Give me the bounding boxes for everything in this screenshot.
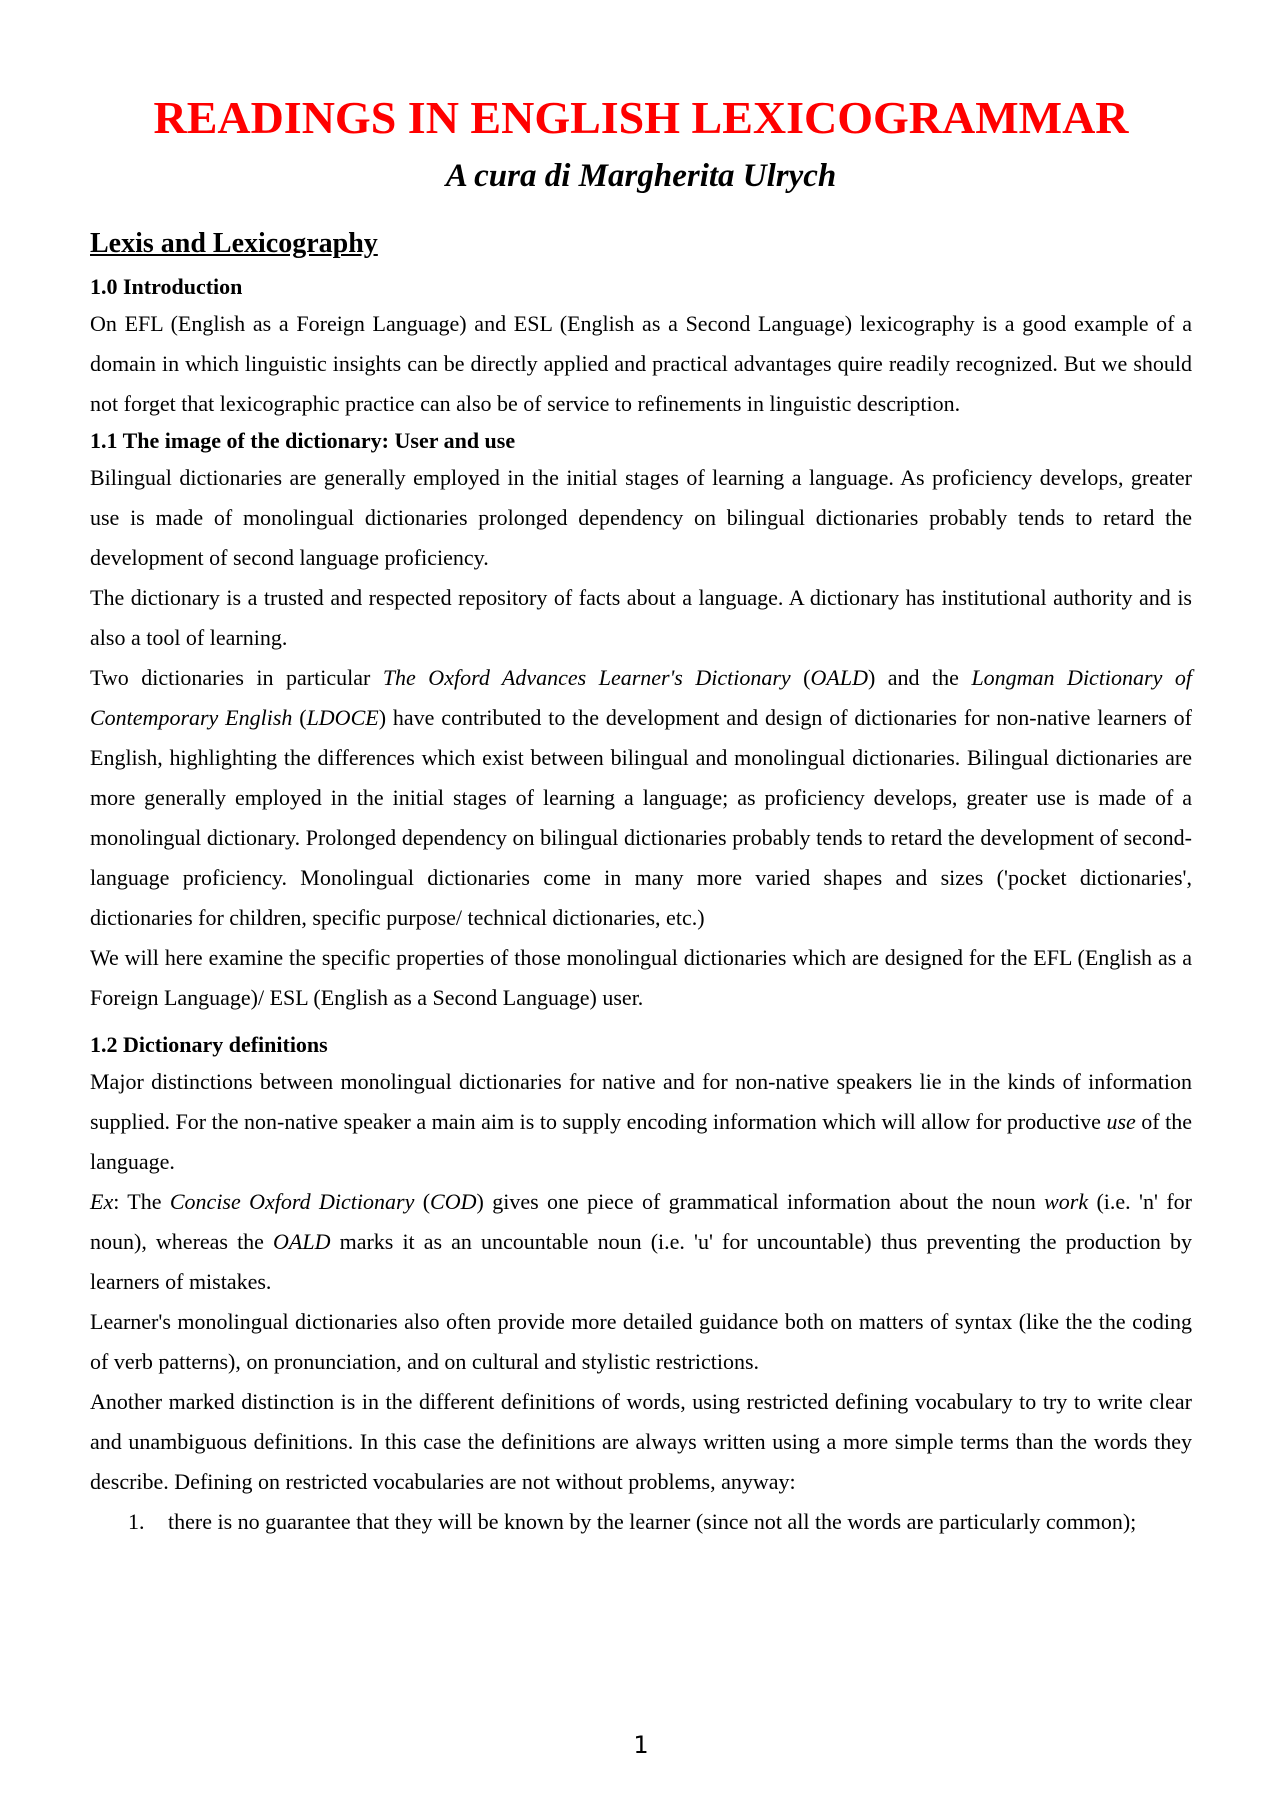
paragraph-learner-guidance: Learner's monolingual dictionaries also often provide more detailed guidance both on matters of syntax (like the the coding of verb patterns), on pronunciation, and on cultural and stylistic restrictions. (90, 1309, 1192, 1374)
cod-abbreviation: COD (430, 1189, 477, 1214)
list-item-number: 1. (128, 1509, 145, 1534)
emphasis-work: work (1044, 1189, 1089, 1214)
text-run: of the language. (90, 1109, 1193, 1174)
text-run: (i.e. 'n' for noun), whereas the (90, 1189, 1193, 1254)
document-subtitle: A cura di Margherita Ulrych (445, 158, 837, 194)
ldoce-title: Longman Dictionary of Contemporary English (90, 665, 1192, 730)
text-run: ( (790, 665, 811, 690)
paragraph-introduction: On EFL (English as a Foreign Language) and ESL (English as a Second Language) lexicography is a good example of a domain in which linguistic insights can be directly applied and practical advantages quire readily recognized. But we should not forget that lexicographic practice can also be of service to refinements in linguistic description. (90, 311, 1192, 416)
text-run: ) have contributed to the development and design of dictionaries for non-native learners of English, highlighting the differences which exist between bilingual and monolingual dictionaries. Bilingual dictionaries are more generally employed in the initial stages of learning a language; as proficiency develops, greater use is made of a monolingual dictionary. Prolonged dependency on bilingual dictionaries probably tends to retard the development of second-language proficiency. Monolingual dictionaries come in many more varied shapes and sizes ('pocket dictionaries', dictionaries for children, specific purpose/ technical dictionaries, etc.) (90, 705, 1193, 930)
oald-abbreviation: OALD (273, 1229, 331, 1254)
document-body (90, 226, 1192, 1542)
section-title: Lexis and Lexicography (90, 228, 378, 259)
paragraph-bilingual-dictionaries: Bilingual dictionaries are generally employed in the initial stages of learning a language. As proficiency develops, greater use is made of monolingual dictionaries prolonged dependency on bilingual dictionaries probably tends to retard the development of second language proficiency. (90, 465, 1192, 570)
list-item (90, 1502, 1192, 1542)
text-run: ) and the (867, 665, 972, 690)
problems-list (90, 1502, 1192, 1542)
emphasis-use: use (1106, 1109, 1136, 1134)
paragraph-example-cod (90, 1182, 1192, 1302)
paragraph-efl-esl-user: We will here examine the specific properties of those monolingual dictionaries which are designed for the EFL (English as a Foreign Language)/ ESL (English as a Second Language) user. (90, 945, 1192, 1010)
cod-title: Concise Oxford Dictionary (169, 1189, 415, 1214)
text-run: Major distinctions between monolingual dictionaries for native and for non-native speakers lie in the kinds of information supplied. For the non-native speaker a main aim is to supply encoding information which will allow for productive (90, 1069, 1192, 1134)
heading-image-of-dictionary: 1.1 The image of the dictionary: User and use (90, 428, 516, 453)
text-run: marks it as an uncountable noun (i.e. 'u' for uncountable) thus preventing the production by learners of mistakes. (90, 1229, 1192, 1294)
oald-abbreviation: OALD (810, 665, 868, 690)
paragraph-restricted-vocabulary: Another marked distinction is in the different definitions of words, using restricted defining vocabulary to try to write clear and unambiguous definitions. In this case the definitions are always written using a more simple terms than the words they describe. Defining on restricted vocabularies are not without problems, anyway: (90, 1389, 1192, 1494)
text-run: ) gives one piece of grammatical information about the noun (476, 1189, 1045, 1214)
heading-dictionary-definitions: 1.2 Dictionary definitions (90, 1032, 328, 1057)
text-run: ( (414, 1189, 431, 1214)
page-number: 1 (633, 1731, 649, 1759)
oald-title: The Oxford Advances Learner's Dictionary (382, 665, 791, 690)
example-label: Ex (90, 1189, 114, 1214)
paragraph-two-dictionaries (90, 658, 1192, 938)
list-item-text: there is no guarantee that they will be known by the learner (since not all the words are particularly common); (168, 1509, 1137, 1534)
ldoce-abbreviation: LDOCE (306, 705, 379, 730)
paragraph-major-distinctions (90, 1062, 1192, 1182)
text-run: : The (113, 1189, 170, 1214)
document-title: READINGS IN ENGLISH LEXICOGRAMMAR (153, 92, 1129, 143)
paragraph-trusted-repository: The dictionary is a trusted and respected repository of facts about a language. A dictionary has institutional authority and is also a tool of learning. (90, 585, 1192, 650)
text-run: ( (292, 705, 307, 730)
text-run: Two dictionaries in particular (90, 665, 383, 690)
heading-introduction: 1.0 Introduction (90, 274, 243, 299)
